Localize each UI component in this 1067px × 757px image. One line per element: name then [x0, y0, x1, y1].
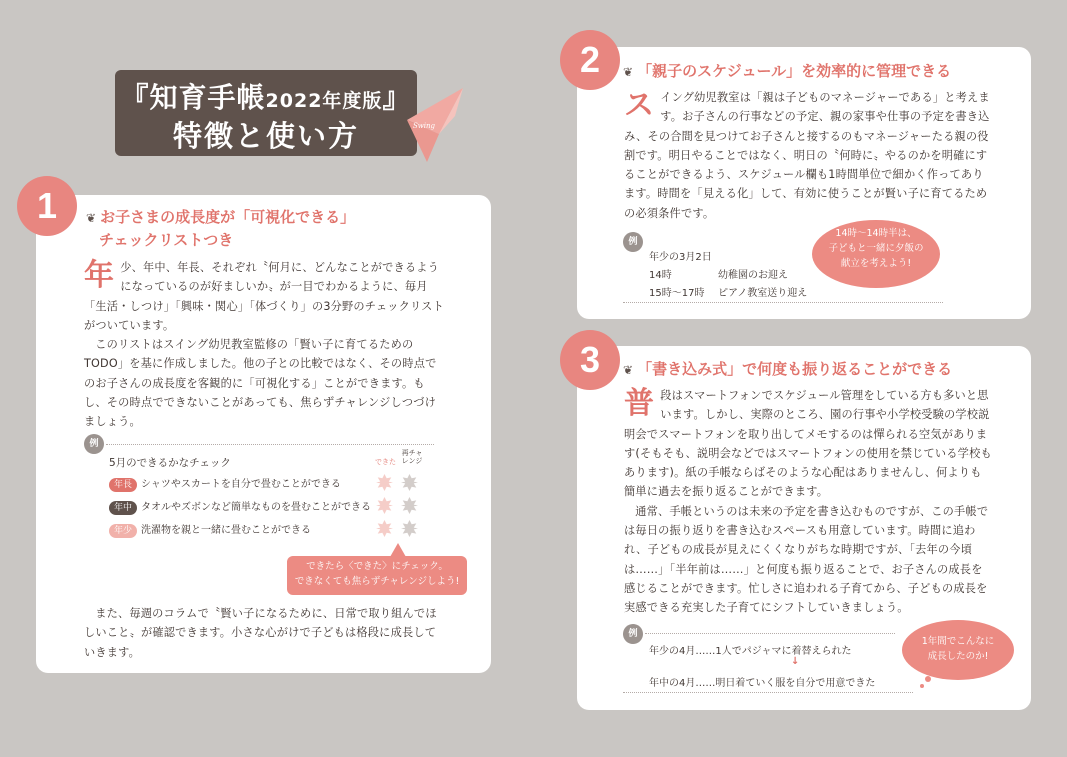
section-2-paragraph: イング幼児教室は「親は子どものマネージャーである」と考えます。お子さんの行事などの予定、親の家事や仕事の予定を書き込み、その合間を見つけてお子さんと接するのもマネージャーたる親の役割です。明日やることではなく、明日の〝何時に〟やるのかを明確にすることができるよう、スケジュール欄も1時間単位で細かく作ってあります。時間を「見える化」して、有効に使うことが賢い子に育てるための必須条件です。 [624, 91, 990, 220]
section-3-heading [623, 358, 1023, 381]
page-title [115, 70, 417, 156]
section-1-number: 1 [17, 176, 77, 236]
section-2-heading [623, 60, 1023, 83]
divider [623, 692, 913, 693]
tip-bubble [812, 220, 940, 288]
bubble-tail-dots [918, 676, 932, 690]
age-tag: 年中 [109, 501, 137, 515]
section-1-paragraph-2: このリストはスイング幼児教室監修の「賢い子に育てるためのTODO」を基に作成しました。他の子との比較ではなく、その時点でのお子さんの成長度を客観的に「可視化する」ことができます。もし、その時点でできないことがあっても、焦らずチャレンジしつづけましょう。 [84, 338, 437, 429]
section-1-dropcap: 年 [84, 258, 115, 293]
tip-pointer [390, 543, 406, 557]
checkbox-retry-icon[interactable] [401, 520, 418, 537]
leaf-icon: ❦ [623, 65, 634, 79]
example-after: 年中の4月……明日着ていく服を自分で用意できた [649, 678, 876, 689]
tip-line: 子どもと一緒に夕飯の [828, 243, 924, 254]
tip-line: できたら〈できた〉にチェック。 [306, 561, 448, 572]
tip-line: できなくても焦らずチャレンジしよう! [294, 576, 460, 587]
title-line-2: 特徴と使い方 [172, 119, 359, 153]
checkbox-can-icon[interactable] [376, 497, 393, 514]
section-2-heading-text: 「親子のスケジュール」を効率的に管理できる [637, 62, 952, 80]
example-badge: 例 [623, 232, 643, 252]
divider [645, 633, 895, 634]
tip-bubble [902, 620, 1014, 680]
checklist-text: 洗濯物を親と一緒に畳むことができる [141, 525, 312, 536]
tip-line: 1年間でこんなに [921, 636, 995, 647]
checklist-text: シャツやスカートを自分で畳むことができる [141, 479, 341, 490]
section-2-dropcap: ス [624, 88, 655, 123]
section-3-paragraph-2: 通常、手帳というのは未来の予定を書き込むものですが、この手帳では毎日の振り返りを書き込むスペースも用意しています。時間に追われ、子どもの成長が見えにくくなりがちな時期ですが、「去年の今頃は……」「半年前は……」と何度も振り返ることで、お子さんの成長を感じることができます。忙しさに追われる子育てから、子どもの成長を実感できる充実した子育てにシフトしていきましょう。 [624, 504, 989, 615]
section-2-number: 2 [560, 30, 620, 90]
leaf-icon: ❦ [623, 363, 634, 377]
column-retry-label: 再チャレンジ [401, 449, 423, 465]
section-1-body [84, 258, 446, 432]
tip-line: 14時〜14時半は、 [835, 228, 917, 239]
title-line-1 [115, 76, 417, 116]
section-1-paragraph-3: また、毎週のコラムで〝賢い子になるために、日常で取り組んでほしいこと〟が確認できます。小さな心がけで子どもは格段に成長していきます。 [84, 607, 437, 659]
tip-line: 成長したのか! [927, 651, 989, 662]
title-bracket: 』 [382, 81, 412, 114]
checklist-row [109, 498, 371, 515]
section-1-heading-line1: お子さまの成長度が「可視化できる」 [100, 208, 356, 226]
tip-line: 献立を考えよう! [840, 258, 912, 269]
leaf-icon: ❦ [86, 211, 97, 225]
example-badge: 例 [84, 434, 104, 454]
origami-crane-logo [405, 76, 465, 164]
divider [106, 444, 434, 445]
checklist-title: 5月のできるかなチェック [109, 457, 231, 469]
checkbox-retry-icon[interactable] [401, 497, 418, 514]
example-event: 幼稚園のお迎え [718, 270, 788, 281]
example-event: ピアノ教室送り迎え [718, 288, 808, 299]
age-tag: 年少 [109, 524, 137, 538]
example-date: 年少の3月2日 [649, 252, 712, 263]
arrow-down-icon: ↓ [791, 656, 800, 667]
section-2-body [624, 88, 992, 223]
title-year: 2022年度版 [265, 90, 383, 112]
logo-text: Swing [413, 122, 436, 130]
checkbox-can-icon[interactable] [376, 520, 393, 537]
section-3-dropcap: 普 [624, 386, 655, 421]
checklist-row [109, 475, 341, 492]
section-1-footer [84, 604, 446, 662]
section-3-body [624, 386, 992, 618]
divider [623, 302, 943, 303]
checklist-row [109, 521, 311, 538]
section-1-heading-line2: チェックリストつき [99, 231, 234, 249]
example-badge: 例 [623, 624, 643, 644]
section-3-paragraph-1: 段はスマートフォンでスケジュール管理をしている方も多いと思います。しかし、実際のところ、園の行事や小学校受験の学校説明会でスマートフォンを取り出してメモするのは憚られる空気があります(そもそも、説明会などではスマートフォンの使用を禁じている学校もあります)。紙の手帳ならばそのような心配はありませんし、何よりも簡単に過去を振り返ることができます。 [624, 389, 992, 499]
example-time: 15時〜17時 [649, 288, 705, 299]
column-can-label: できた [375, 458, 396, 466]
section-1-paragraph-1: 少、年中、年長、それぞれ〝何月に、どんなことができるようになっているのが好ましいか〟が一目でわかるように、毎月「生活・しつけ」「興味・関心」「体づくり」の3分野のチェックリストがついています。 [84, 261, 444, 332]
checkbox-retry-icon[interactable] [401, 474, 418, 491]
example-time: 14時 [649, 270, 672, 281]
checkbox-can-icon[interactable] [376, 474, 393, 491]
example-before: 年少の4月……1人でパジャマに着替えられた [649, 646, 852, 657]
section-3-heading-text: 「書き込み式」で何度も振り返ることができる [637, 360, 953, 378]
section-1-heading [86, 206, 476, 251]
section-3-number: 3 [560, 330, 620, 390]
tip-bubble [287, 556, 467, 595]
title-text: 『知育手帳 [120, 81, 266, 114]
age-tag: 年長 [109, 478, 137, 492]
checklist-text: タオルやズボンなど簡単なものを畳むことができる [141, 502, 372, 513]
